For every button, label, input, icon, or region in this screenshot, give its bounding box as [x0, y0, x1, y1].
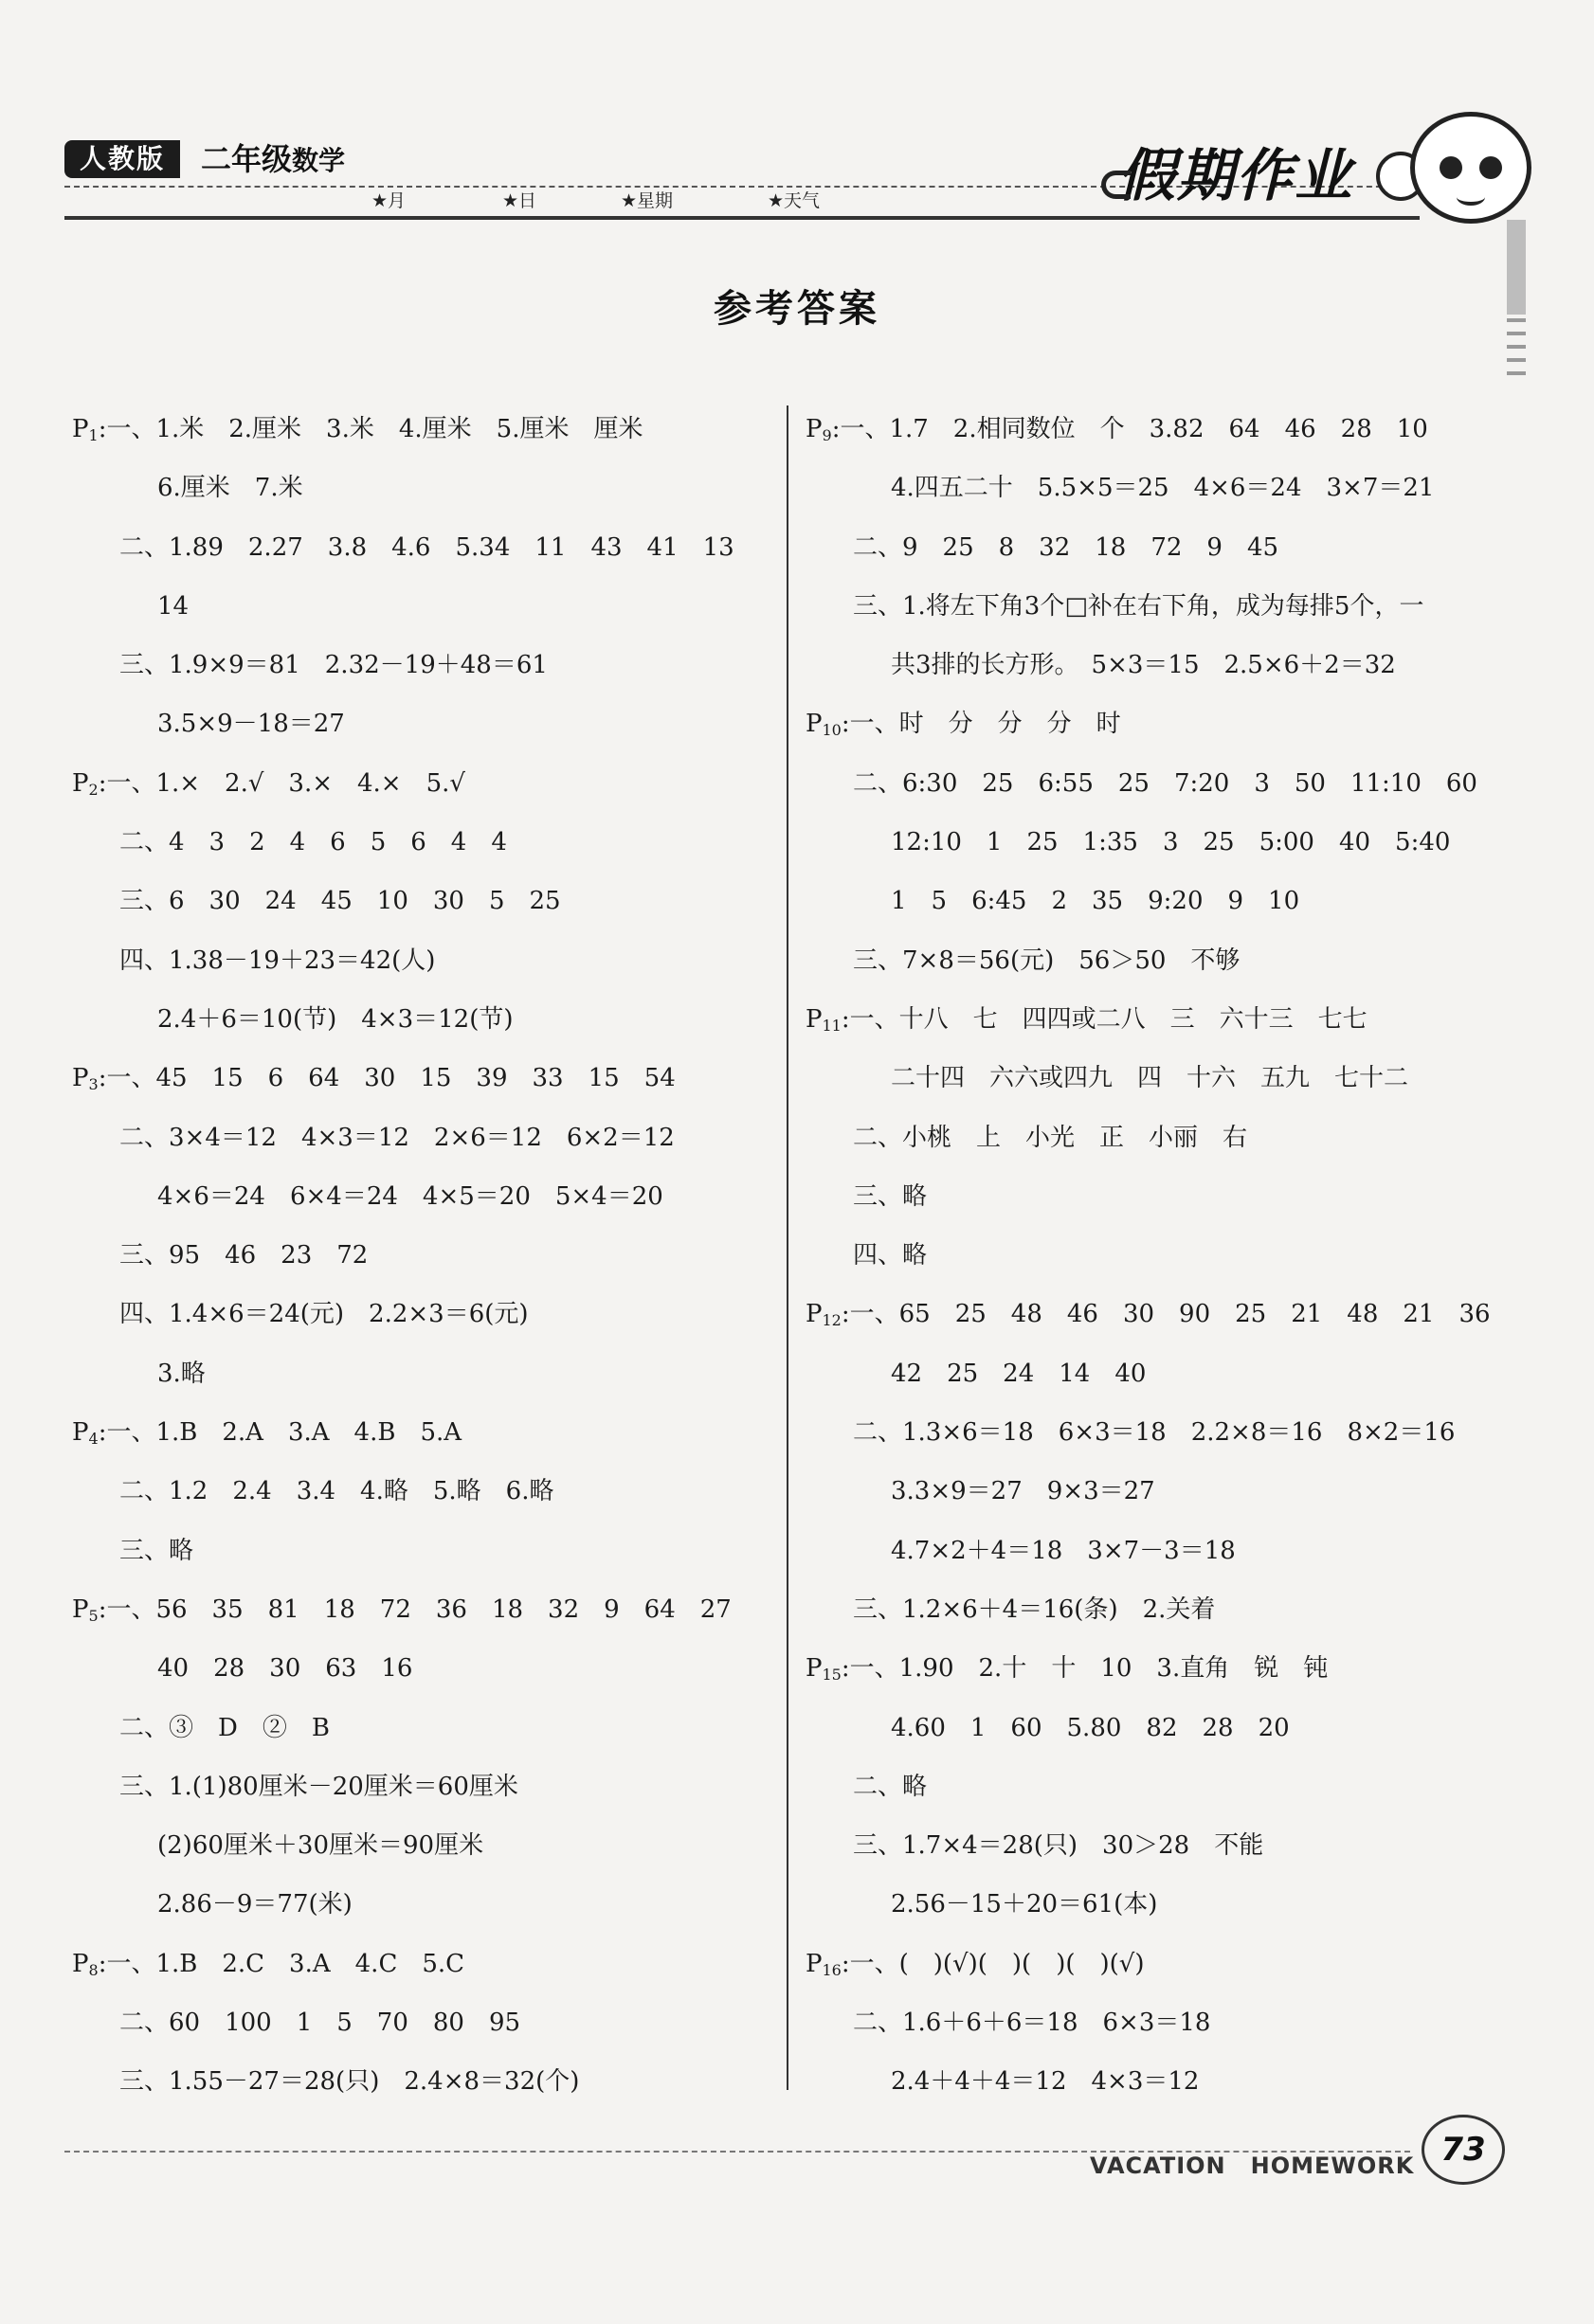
page-ref: P — [806, 1949, 823, 1978]
answer-line — [806, 636, 1497, 694]
page-ref: P — [806, 1654, 823, 1684]
page-ref: P — [806, 1300, 823, 1329]
page-ref: P — [806, 710, 823, 739]
answer-line — [72, 1049, 773, 1108]
answer-text: 三、1.7×4＝28(只) 30＞28 不能 — [853, 1831, 1264, 1861]
answer-line — [806, 1816, 1497, 1875]
answer-line — [806, 1344, 1497, 1403]
answer-line — [806, 577, 1497, 636]
answer-line — [72, 1639, 773, 1698]
brand-logo: 假期作业 — [1118, 143, 1353, 209]
answer-line — [72, 754, 773, 813]
answer-text: :一、1.B 2.C 3.A 4.C 5.C — [98, 1949, 465, 1978]
answer-line — [806, 1049, 1497, 1108]
answer-text: 3.3×9＝27 9×3＝27 — [891, 1477, 1155, 1506]
answer-text: 二、1.3×6＝18 6×3＝18 2.2×8＝16 8×2＝16 — [853, 1418, 1456, 1448]
answer-line — [72, 459, 773, 517]
answer-line — [806, 1108, 1497, 1167]
answer-line — [72, 1285, 773, 1343]
footer-homework: HOMEWORK — [1250, 2153, 1415, 2179]
field-day: ★日 — [502, 190, 537, 211]
answer-line — [72, 1522, 773, 1580]
page-ref-number: 2 — [88, 780, 99, 799]
answer-line — [806, 931, 1497, 990]
answer-line — [72, 400, 773, 459]
answer-text: 三、6 30 24 45 10 30 5 25 — [119, 887, 561, 916]
header-solid-rule — [64, 216, 1420, 220]
answer-line — [806, 1993, 1497, 2052]
answer-line — [72, 1993, 773, 2052]
mascot-icon — [1410, 112, 1531, 224]
answer-line — [72, 1344, 773, 1403]
answer-text: 二、略 — [853, 1772, 928, 1801]
page-ref: P — [72, 1064, 89, 1093]
answer-text: 2.86－9＝77(米) — [157, 1890, 353, 1919]
answer-line — [72, 1167, 773, 1226]
answer-line — [806, 518, 1497, 577]
footer-vacation: VACATION — [1090, 2153, 1226, 2179]
answer-text: :一、1.7 2.相同数位 个 3.82 64 46 28 10 — [831, 415, 1428, 443]
mascot-mouth-icon — [1457, 189, 1485, 206]
field-weekday: ★星期 — [621, 190, 674, 211]
answer-line — [806, 872, 1497, 930]
answer-text: :一、45 15 6 64 30 15 39 33 15 54 — [98, 1064, 676, 1093]
answer-text: :一、1.米 2.厘米 3.米 4.厘米 5.厘米 厘米 — [98, 415, 643, 443]
answer-text: 三、1.55－27＝28(只) 2.4×8＝32(个) — [119, 2067, 580, 2097]
answer-line — [72, 990, 773, 1049]
page-ref-number: 3 — [88, 1075, 99, 1094]
answer-text: 1 5 6:45 2 35 9:20 9 10 — [891, 887, 1300, 916]
answer-text: 二、9 25 8 32 18 72 9 45 — [853, 532, 1279, 562]
page-ref: P — [72, 1594, 89, 1624]
grade-subject — [201, 138, 345, 182]
answer-text: 42 25 24 14 40 — [891, 1359, 1147, 1388]
mascot-eye-icon — [1440, 156, 1462, 179]
answer-text: 14 — [157, 591, 190, 621]
answer-text: 三、1.(1)80厘米－20厘米＝60厘米 — [119, 1772, 518, 1801]
answer-text: 4.7×2＋4＝18 3×7－3＝18 — [891, 1536, 1236, 1565]
page-ref-number: 11 — [822, 1016, 842, 1035]
answer-line — [72, 636, 773, 694]
page-ref: P — [72, 1949, 89, 1978]
answer-text: 3.5×9－18＝27 — [157, 710, 345, 739]
answer-line — [806, 1757, 1497, 1816]
answer-text: 2.4＋4＋4＝12 4×3＝12 — [891, 2067, 1200, 2097]
answer-text: :一、65 25 48 46 30 90 25 21 48 21 36 — [841, 1300, 1491, 1329]
answer-line — [72, 1935, 773, 1993]
page-ref-number: 4 — [88, 1430, 99, 1449]
answer-line — [72, 1580, 773, 1639]
answers-right-column — [806, 400, 1497, 2112]
answer-text: 三、7×8＝56(元) 56＞50 不够 — [853, 946, 1241, 975]
answer-text: 4×6＝24 6×4＝24 4×5＝20 5×4＝20 — [157, 1181, 663, 1211]
answer-line — [72, 1462, 773, 1521]
answer-line — [806, 813, 1497, 872]
answer-text: 三、1.2×6＋4＝16(条) 2.关着 — [853, 1594, 1216, 1624]
answers-left-column — [72, 400, 773, 2112]
page-ref-number: 9 — [822, 426, 832, 444]
answer-line — [806, 1522, 1497, 1580]
answer-text: 三、略 — [119, 1536, 194, 1565]
answer-text: 4.60 1 60 5.80 82 28 20 — [891, 1713, 1290, 1742]
answer-line — [806, 1403, 1497, 1462]
answer-line — [72, 1403, 773, 1462]
answer-line — [72, 1816, 773, 1875]
page-ref-number: 12 — [822, 1311, 842, 1330]
answer-text: 2.4＋6＝10(节) 4×3＝12(节) — [157, 1004, 514, 1034]
page-title: 参考答案 — [714, 286, 880, 331]
page-ref-number: 1 — [88, 426, 99, 444]
answer-text: 二、③ D ② B — [119, 1713, 330, 1742]
answer-line — [806, 754, 1497, 813]
answer-text: 12:10 1 25 1:35 3 25 5:00 40 5:40 — [891, 828, 1451, 857]
answer-line — [72, 872, 773, 930]
answer-line — [72, 694, 773, 753]
answer-line — [806, 400, 1497, 459]
answer-line — [806, 459, 1497, 517]
answer-line — [72, 1875, 773, 1934]
page-ref-number: 10 — [822, 721, 842, 740]
footer-brand — [1090, 2149, 1414, 2183]
answer-text: 二、小桃 上 小光 正 小丽 右 — [853, 1123, 1248, 1152]
answer-line — [72, 813, 773, 872]
answer-text: 3.略 — [157, 1359, 206, 1388]
answer-text: 6.厘米 7.米 — [157, 474, 303, 503]
answer-text: 三、1.9×9＝81 2.32－19＋48＝61 — [119, 651, 548, 680]
answer-text: :一、十八 七 四四或二八 三 六十三 七七 — [841, 1004, 1368, 1034]
answer-line — [72, 1699, 773, 1757]
page-number: 73 — [1422, 2115, 1505, 2185]
answer-text: 二、1.2 2.4 3.4 4.略 5.略 6.略 — [119, 1477, 554, 1506]
answer-text: 二、1.89 2.27 3.8 4.6 5.34 11 43 41 13 — [119, 532, 734, 562]
answer-text: 三、95 46 23 72 — [119, 1241, 369, 1270]
answer-line — [72, 2052, 773, 2111]
answer-line — [806, 1875, 1497, 1934]
answer-text: 共3排的长方形。 5×3＝15 2.5×6＋2＝32 — [891, 651, 1396, 680]
answer-text: 4.四五二十 5.5×5＝25 4×6＝24 3×7＝21 — [891, 474, 1435, 503]
answer-line — [72, 577, 773, 636]
answer-text: 2.56－15＋20＝61(本) — [891, 1890, 1158, 1919]
answer-line — [806, 1167, 1497, 1226]
answer-text: :一、1.90 2.十 十 10 3.直角 锐 钝 — [841, 1654, 1329, 1684]
answer-text: :一、1.B 2.A 3.A 4.B 5.A — [98, 1418, 462, 1448]
column-divider — [787, 405, 788, 2090]
page-ref: P — [806, 1004, 823, 1034]
grade-label: 二年级 — [201, 141, 293, 177]
subject-label: 数学 — [292, 145, 346, 176]
answer-line — [806, 2052, 1497, 2111]
answer-text: 四、1.4×6＝24(元) 2.2×3＝6(元) — [119, 1300, 529, 1329]
page-ref: P — [806, 415, 823, 443]
answer-line — [72, 1108, 773, 1167]
answer-line — [806, 1935, 1497, 1993]
answer-line — [806, 990, 1497, 1049]
mascot-eye-icon — [1479, 156, 1502, 179]
answer-text: :一、( )(√)( )( )( )(√) — [841, 1949, 1145, 1978]
answer-text: 二、60 100 1 5 70 80 95 — [119, 2009, 521, 2038]
answer-line — [806, 1580, 1497, 1639]
answer-text: :一、1.× 2.√ 3.× 4.× 5.√ — [98, 768, 465, 798]
edition-badge: 人教版 — [64, 140, 180, 178]
answer-text: 三、1.将左下角3个□补在右下角，成为每排5个，一 — [853, 591, 1424, 621]
answer-text: 四、略 — [853, 1241, 928, 1270]
answer-line — [806, 1699, 1497, 1757]
page-ref: P — [72, 768, 89, 798]
field-month: ★月 — [371, 190, 407, 211]
answer-line — [72, 518, 773, 577]
answer-text: :一、时 分 分 分 时 — [841, 710, 1121, 739]
field-weather: ★天气 — [768, 190, 821, 211]
page-ref-number: 5 — [88, 1606, 99, 1625]
answer-text: 二十四 六六或四九 四 十六 五九 七十二 — [891, 1064, 1409, 1093]
answer-line — [806, 1226, 1497, 1285]
answer-text: 二、6:30 25 6:55 25 7:20 3 50 11:10 60 — [853, 768, 1477, 798]
answer-text: 四、1.38－19＋23＝42(人) — [119, 946, 436, 975]
page-ref: P — [72, 1418, 89, 1448]
answer-line — [806, 1639, 1497, 1698]
answer-line — [72, 1226, 773, 1285]
answer-line — [806, 694, 1497, 753]
answer-line — [806, 1285, 1497, 1343]
page-ref-number: 15 — [822, 1666, 842, 1684]
answer-text: 40 28 30 63 16 — [157, 1654, 413, 1684]
page-ref: P — [72, 415, 89, 443]
answer-line — [72, 1757, 773, 1816]
answer-line — [806, 1462, 1497, 1521]
answer-text: :一、56 35 81 18 72 36 18 32 9 64 27 — [98, 1594, 732, 1624]
answer-text: 二、3×4＝12 4×3＝12 2×6＝12 6×2＝12 — [119, 1123, 675, 1152]
answer-text: (2)60厘米＋30厘米＝90厘米 — [157, 1831, 484, 1861]
page-ref-number: 16 — [822, 1960, 842, 1979]
answer-text: 二、4 3 2 4 6 5 6 4 4 — [119, 828, 507, 857]
answer-text: 三、略 — [853, 1181, 928, 1211]
answer-text: 二、1.6＋6＋6＝18 6×3＝18 — [853, 2009, 1211, 2038]
answer-line — [72, 931, 773, 990]
page-ref-number: 8 — [88, 1960, 99, 1979]
